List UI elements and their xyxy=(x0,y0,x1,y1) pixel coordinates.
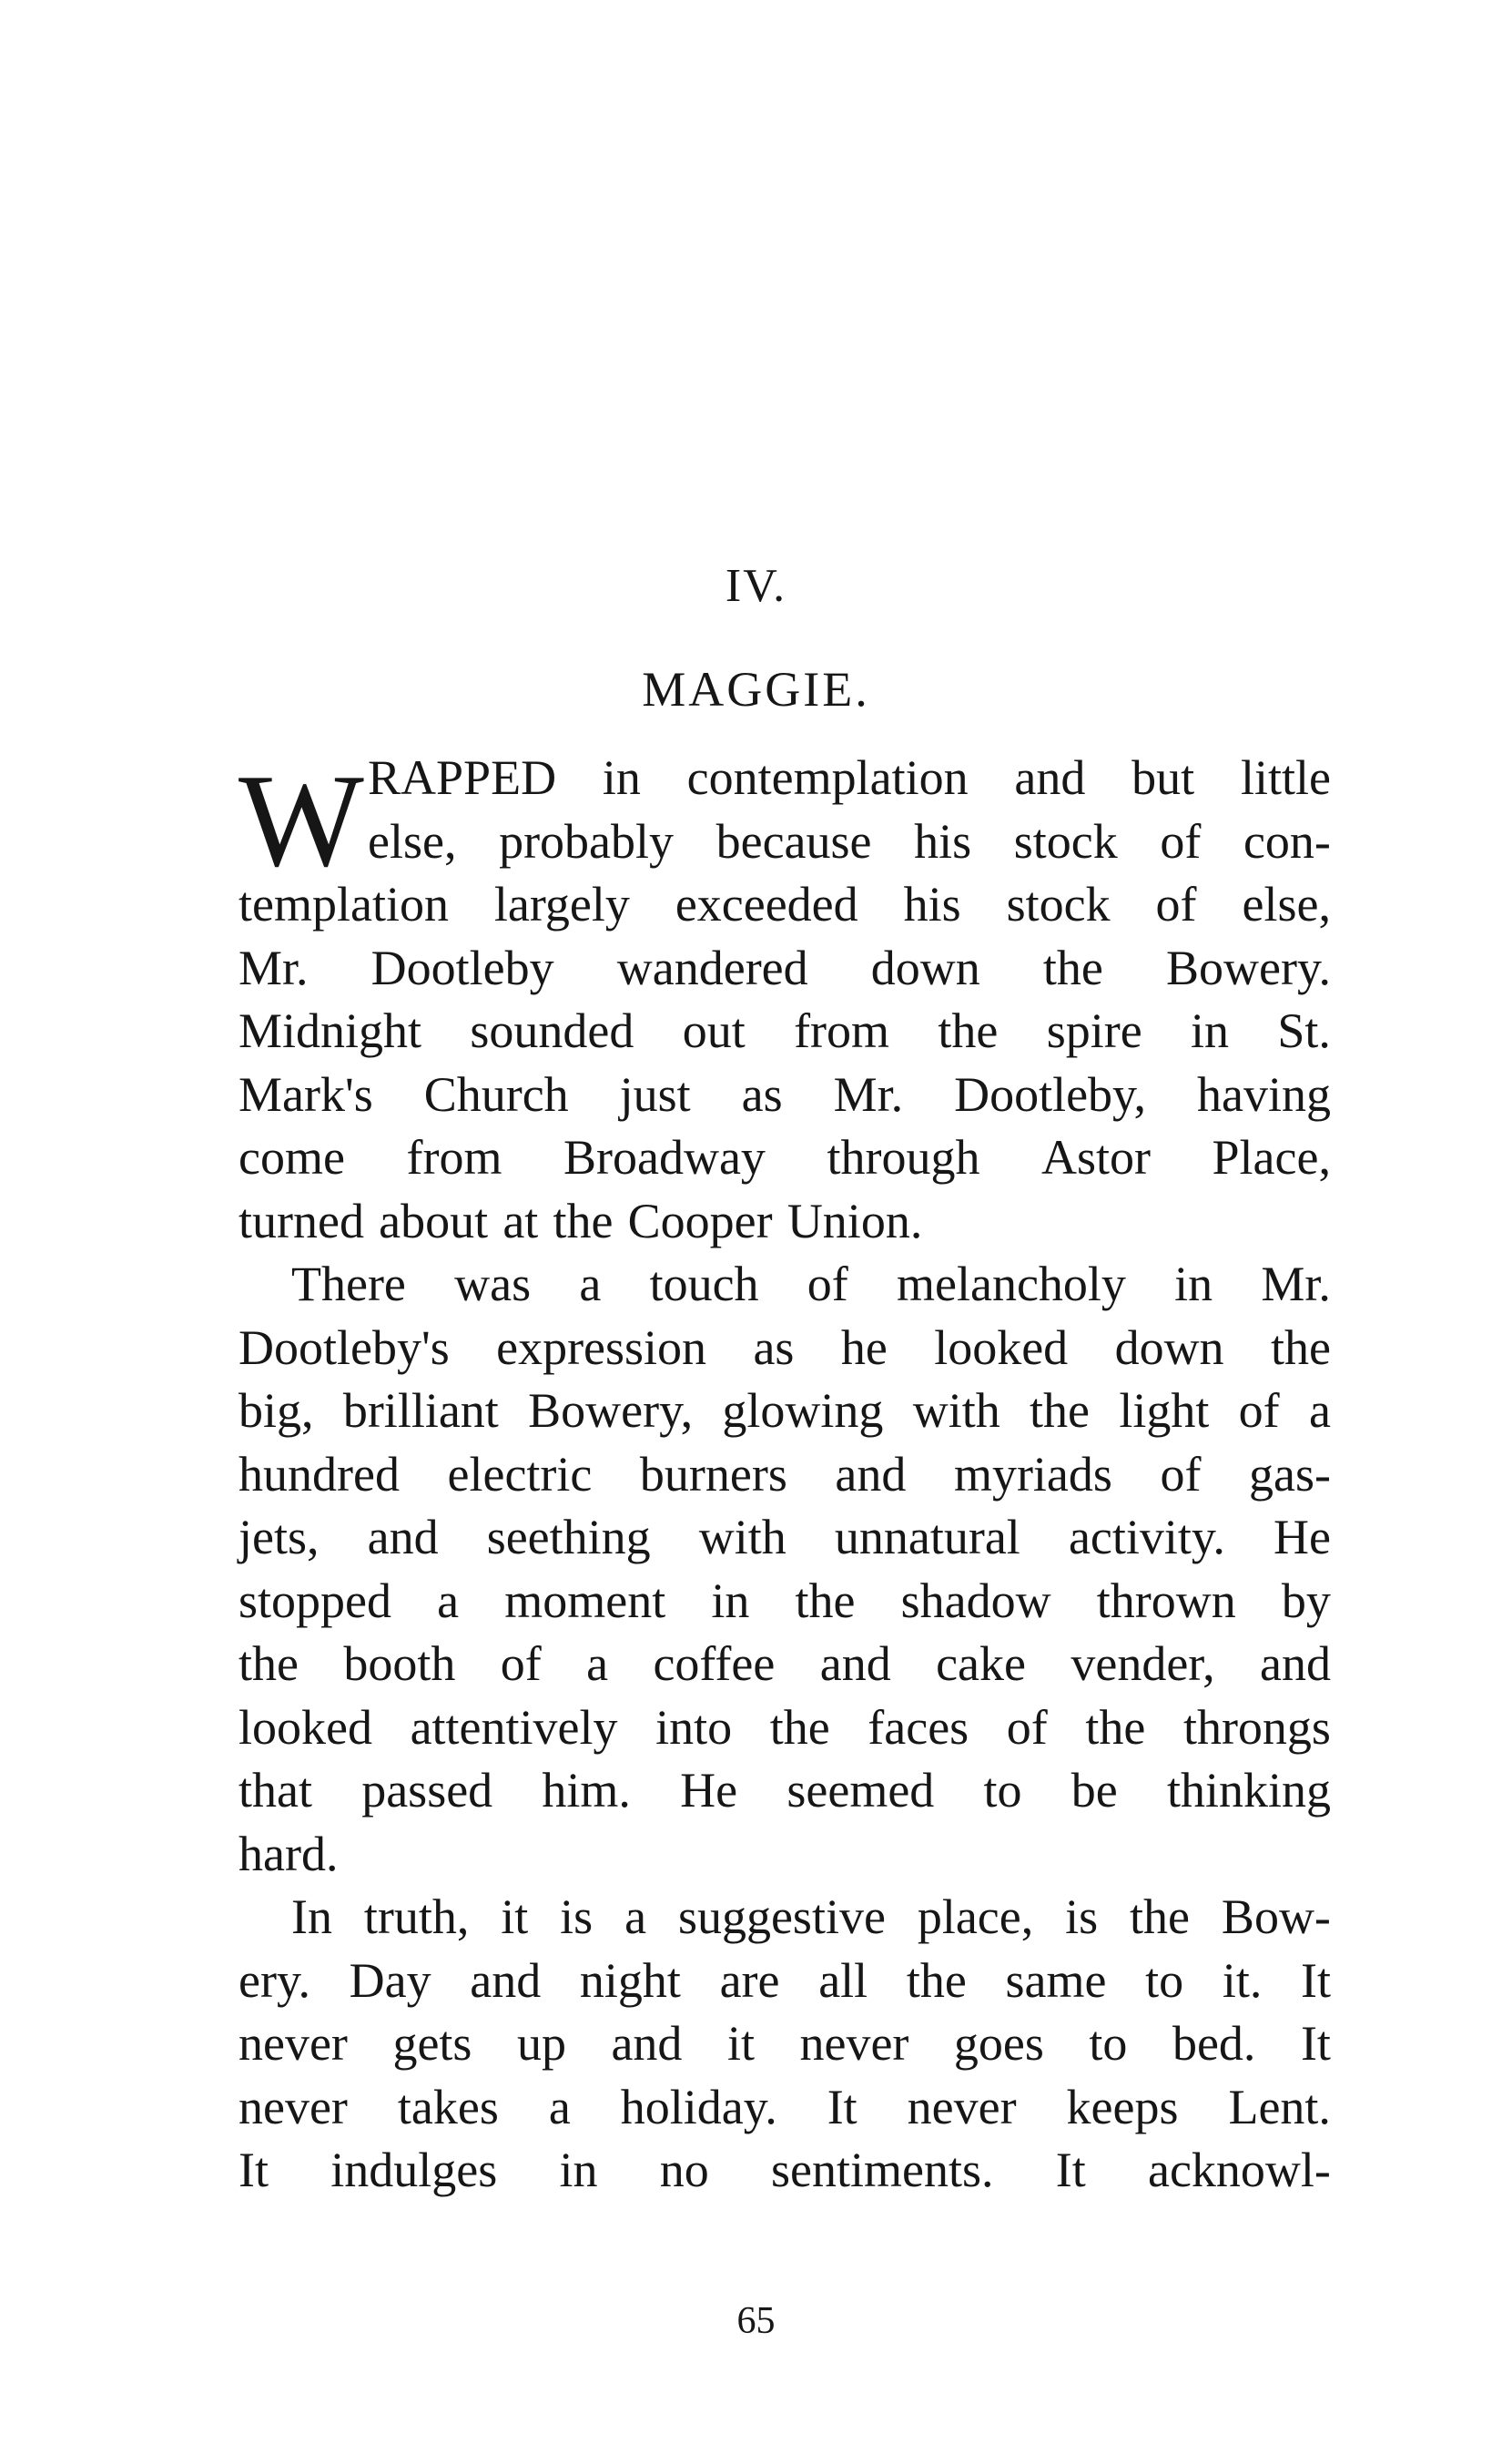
word: from xyxy=(406,1130,502,1185)
text-line xyxy=(238,1950,1331,2013)
word: of xyxy=(1160,1446,1202,1502)
word: down xyxy=(1114,1319,1224,1375)
text-line xyxy=(238,1506,1331,1570)
word: It xyxy=(1300,2016,1331,2071)
word: with xyxy=(698,1510,786,1564)
word: in xyxy=(1191,1003,1230,1058)
word: burners xyxy=(639,1446,787,1502)
word: the xyxy=(769,1699,830,1755)
text-line xyxy=(238,873,1331,937)
word: thrown xyxy=(1096,1573,1236,1628)
word: with xyxy=(912,1383,1000,1438)
word: booth xyxy=(343,1636,456,1691)
text-line xyxy=(238,1000,1331,1064)
text-line xyxy=(238,810,1331,874)
word: a xyxy=(548,2079,571,2134)
word: little xyxy=(1240,750,1331,805)
word: to xyxy=(1089,2016,1128,2071)
word: the xyxy=(1030,1383,1091,1438)
word: Lent. xyxy=(1228,2079,1331,2134)
text-line xyxy=(238,1126,1331,1190)
word: the xyxy=(1085,1699,1146,1755)
word: Cooper xyxy=(627,1193,773,1248)
word: light xyxy=(1119,1383,1210,1438)
word: of xyxy=(1238,1383,1280,1438)
word: hundred xyxy=(238,1446,400,1502)
word: his xyxy=(903,877,961,932)
word: just xyxy=(619,1066,691,1122)
word: He xyxy=(680,1763,738,1818)
word: gets xyxy=(392,2016,472,2071)
word: stock xyxy=(1013,813,1118,869)
word: by xyxy=(1281,1573,1331,1628)
word: exceeded xyxy=(675,877,858,932)
word: touch xyxy=(649,1257,759,1311)
word: it. xyxy=(1222,1952,1263,2008)
word: big, xyxy=(238,1383,314,1438)
word: expression xyxy=(496,1319,707,1375)
word: Bowery. xyxy=(1166,940,1331,995)
word: Dootleby xyxy=(370,940,554,995)
word: because xyxy=(715,813,872,869)
word: turned xyxy=(238,1193,364,1248)
word: having xyxy=(1197,1066,1331,1122)
word: never xyxy=(238,2016,348,2071)
word: hard. xyxy=(238,1826,339,1881)
word: and xyxy=(1014,750,1086,805)
text-line xyxy=(238,1443,1331,1507)
word: contemplation xyxy=(686,750,969,805)
word: wandered xyxy=(616,940,808,995)
word: largely xyxy=(493,877,630,932)
word: sounded xyxy=(470,1003,634,1058)
text-line xyxy=(238,1190,1331,1254)
word: and xyxy=(819,1636,891,1691)
word: looked xyxy=(238,1699,372,1755)
word: a xyxy=(1308,1383,1331,1438)
word: It xyxy=(238,2143,269,2197)
chapter-number: IV. xyxy=(725,560,787,612)
word: in xyxy=(559,2143,598,2197)
word: the xyxy=(938,1003,999,1058)
text-line xyxy=(238,1317,1331,1380)
word: In xyxy=(291,1889,332,1944)
word: It xyxy=(1301,1952,1331,2008)
word: never xyxy=(238,2079,348,2134)
word: as xyxy=(741,1066,783,1122)
word: con- xyxy=(1243,813,1331,869)
word: jets, xyxy=(238,1510,320,1564)
word: is xyxy=(560,1889,594,1944)
word: but xyxy=(1131,750,1195,805)
word: no xyxy=(659,2143,709,2197)
word: the xyxy=(1270,1319,1331,1375)
word: Midnight xyxy=(238,1003,422,1058)
word: cake xyxy=(936,1636,1026,1691)
word: faces xyxy=(868,1699,969,1755)
word: of xyxy=(500,1636,542,1691)
word: never xyxy=(799,2016,909,2071)
word: a xyxy=(624,1889,647,1944)
word: acknowl- xyxy=(1148,2143,1331,2197)
word: be xyxy=(1071,1763,1118,1818)
word: Day xyxy=(349,1952,431,2008)
word: it xyxy=(726,2016,755,2071)
word: of xyxy=(1006,1699,1048,1755)
word: electric xyxy=(447,1446,593,1502)
word: and xyxy=(1260,1636,1331,1691)
text-line xyxy=(238,2012,1331,2076)
word: night xyxy=(579,1952,681,2008)
text-line xyxy=(238,1633,1331,1696)
word: all xyxy=(818,1952,868,2008)
word: seething xyxy=(486,1510,651,1564)
word: of xyxy=(807,1257,848,1311)
word: holiday. xyxy=(620,2079,777,2134)
text-line xyxy=(238,1253,1331,1317)
word: else, xyxy=(368,813,457,869)
word: truth, xyxy=(363,1889,470,1944)
word: the xyxy=(553,1193,614,1248)
word: coffee xyxy=(653,1636,776,1691)
word: Mark's xyxy=(238,1066,373,1122)
word: the xyxy=(1042,940,1103,995)
word: same xyxy=(1005,1952,1107,2008)
text-line xyxy=(238,1380,1331,1443)
word: a xyxy=(586,1636,609,1691)
text-line xyxy=(238,747,1331,810)
word: St. xyxy=(1277,1003,1331,1058)
word: passed xyxy=(361,1763,493,1818)
word: keeps xyxy=(1066,2079,1179,2134)
word: in xyxy=(1174,1257,1213,1311)
word: a xyxy=(437,1573,460,1628)
word: him. xyxy=(542,1763,631,1818)
word: of xyxy=(1155,877,1197,932)
word: was xyxy=(454,1257,532,1311)
word: spire xyxy=(1046,1003,1142,1058)
word: Dootleby's xyxy=(238,1319,450,1375)
word: thinking xyxy=(1166,1763,1331,1818)
word: Mr. xyxy=(238,940,309,995)
text-line xyxy=(238,1823,1331,1887)
word: activity. xyxy=(1068,1510,1225,1564)
word: seemed xyxy=(786,1763,935,1818)
text-lines xyxy=(238,747,1331,2203)
word: glowing xyxy=(722,1383,884,1438)
word: myriads xyxy=(953,1446,1112,1502)
word: to xyxy=(1145,1952,1184,2008)
word: out xyxy=(682,1003,746,1058)
word: to xyxy=(983,1763,1022,1818)
body-text xyxy=(238,747,1331,2203)
word: Place, xyxy=(1212,1130,1331,1185)
word: brilliant xyxy=(342,1383,499,1438)
page-number: 65 xyxy=(736,2300,776,2342)
word: at xyxy=(502,1193,539,1248)
word: and xyxy=(470,1952,542,2008)
word: indulges xyxy=(330,2143,498,2197)
word: stopped xyxy=(238,1573,391,1628)
chapter-title: MAGGIE. xyxy=(642,662,870,717)
word: from xyxy=(794,1003,890,1058)
word: the xyxy=(906,1952,967,2008)
word: Union. xyxy=(786,1193,923,1248)
word: ery. xyxy=(238,1952,310,2008)
word: are xyxy=(719,1952,780,2008)
word: is xyxy=(1065,1889,1099,1944)
word: RAPPED xyxy=(368,750,557,805)
word: it xyxy=(501,1889,529,1944)
text-line xyxy=(238,1886,1331,1950)
word: probably xyxy=(499,813,675,869)
word: shadow xyxy=(900,1573,1051,1628)
word: Bow- xyxy=(1221,1889,1331,1944)
word: Church xyxy=(423,1066,569,1122)
word: vender, xyxy=(1071,1636,1215,1691)
word: a xyxy=(579,1257,602,1311)
text-line xyxy=(238,1570,1331,1634)
word: unnatural xyxy=(834,1510,1020,1564)
word: the xyxy=(238,1636,299,1691)
word: up xyxy=(516,2016,566,2071)
word: Mr. xyxy=(1261,1257,1331,1311)
word: throngs xyxy=(1182,1699,1331,1755)
word: in xyxy=(602,750,641,805)
text-line xyxy=(238,1696,1331,1760)
word: come xyxy=(238,1130,345,1185)
word: and xyxy=(611,2016,683,2071)
word: Mr. xyxy=(833,1066,904,1122)
word: into xyxy=(655,1699,733,1755)
word: gas- xyxy=(1249,1446,1331,1502)
word: attentively xyxy=(410,1699,618,1755)
word: looked xyxy=(934,1319,1069,1375)
word: takes xyxy=(397,2079,499,2134)
text-line xyxy=(238,1759,1331,1823)
word: through xyxy=(827,1130,980,1185)
word: Dootleby, xyxy=(954,1066,1147,1122)
word: It xyxy=(1055,2143,1086,2197)
word: and xyxy=(835,1446,907,1502)
word: moment xyxy=(504,1573,666,1628)
word: Astor xyxy=(1040,1130,1151,1185)
word: the xyxy=(795,1573,856,1628)
word: melancholy xyxy=(897,1257,1126,1311)
word: Bowery, xyxy=(528,1383,694,1438)
word: he xyxy=(840,1319,888,1375)
word: and xyxy=(367,1510,439,1564)
word: stock xyxy=(1006,877,1111,932)
word: sentiments. xyxy=(771,2143,994,2197)
text-line xyxy=(238,2076,1331,2140)
word: He xyxy=(1274,1510,1331,1564)
word: never xyxy=(907,2079,1017,2134)
drop-cap: W xyxy=(238,747,364,894)
word: place, xyxy=(917,1889,1034,1944)
text-line xyxy=(238,937,1331,1001)
word: in xyxy=(711,1573,750,1628)
word: the xyxy=(1130,1889,1191,1944)
word: Broadway xyxy=(563,1130,766,1185)
word: templation xyxy=(238,877,449,932)
text-line xyxy=(238,1064,1331,1127)
word: down xyxy=(870,940,980,995)
text-line xyxy=(238,2139,1331,2203)
word: suggestive xyxy=(677,1889,886,1944)
word: goes xyxy=(953,2016,1044,2071)
word: of xyxy=(1160,813,1202,869)
word: There xyxy=(291,1257,406,1311)
word: else, xyxy=(1242,877,1331,932)
word: as xyxy=(753,1319,795,1375)
word: bed. xyxy=(1172,2016,1256,2071)
word: It xyxy=(827,2079,857,2134)
word: about xyxy=(379,1193,489,1248)
word: that xyxy=(238,1763,312,1818)
word: his xyxy=(914,813,972,869)
